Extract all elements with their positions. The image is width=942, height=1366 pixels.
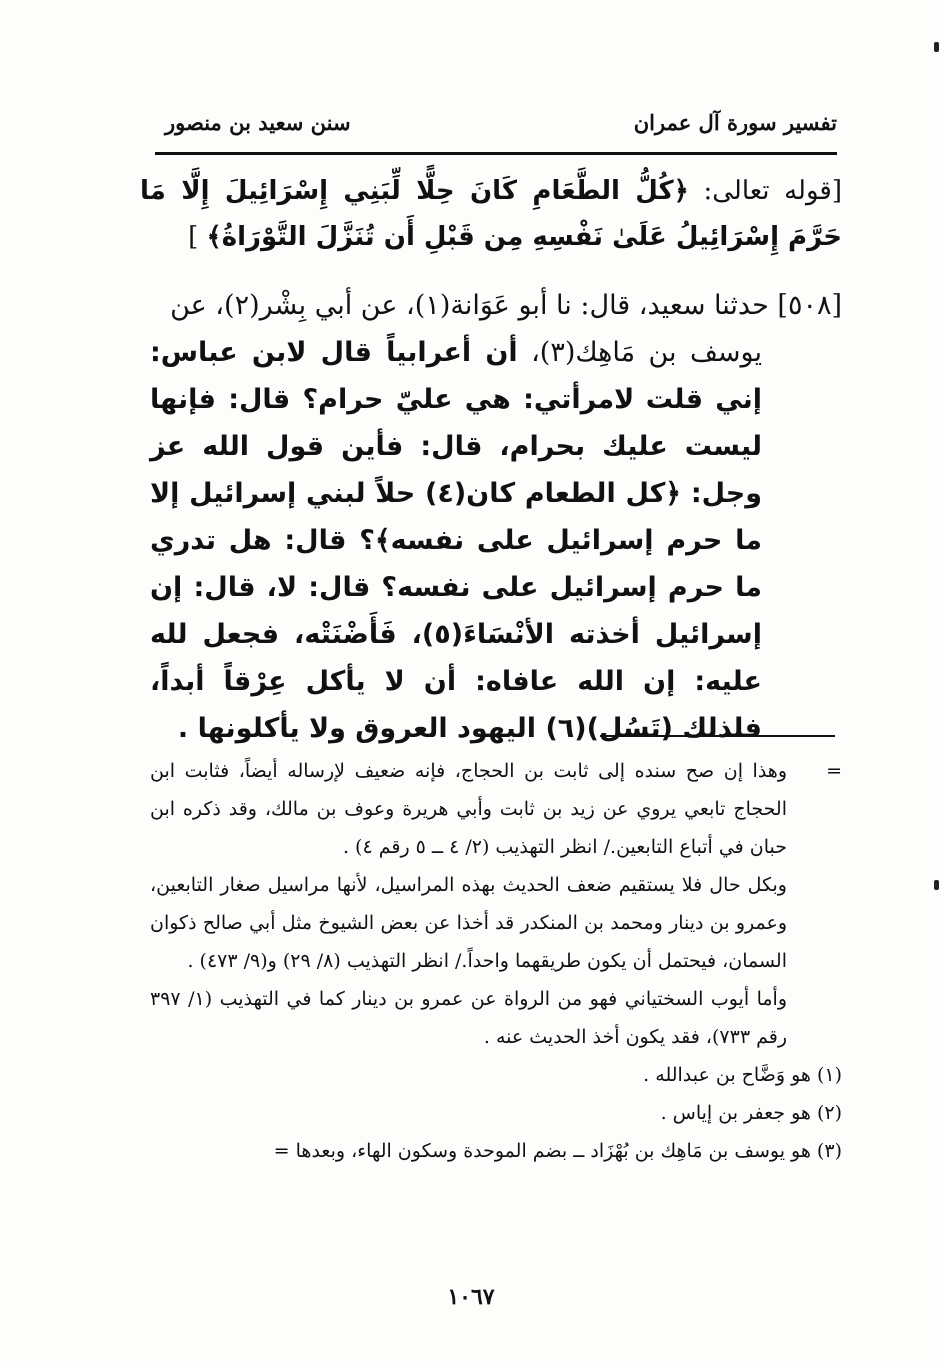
hadith-matn-start: أن أعرابياً قال لابن عباس: إني قلت: [150, 337, 762, 415]
footnote-paragraph: وبكل حال فلا يستقيم ضعف الحديث بهذه المراسيل، لأنها مراسيل صغار التابعين، وعمرو بن دينار ومحمد بن المنكدر قد أخذا عن بعض الشيوخ مثل أبي صالح ذكوان السمان، فيحتمل أن يكون طريقهما واحداً./ انظر التهذيب (٨/ ٢٩) و(٩/ ٤٧٣) .: [150, 874, 787, 972]
footnote-1: (١) هو وَضَّاح بن عبدالله .: [643, 1064, 842, 1086]
hadith-body: [150, 329, 762, 752]
scan-speck: [934, 42, 939, 52]
continuation-mark: =: [826, 760, 842, 782]
footnote-2: (٢) هو جعفر بن إياس .: [660, 1102, 842, 1124]
header-rule: [155, 152, 837, 155]
scan-speck: [934, 880, 939, 890]
hadith-text: [150, 282, 842, 752]
footnotes: [150, 752, 842, 1170]
hadith-number: [٥٠٨]: [777, 290, 842, 321]
verse-prefix: [قوله تعالى:: [688, 176, 842, 206]
hadith-isnad-line2: يوسف بن مَاهِك(٣)،: [517, 337, 762, 368]
hadith-matn: لامرأتي: هي عليّ حرام؟ قال: فإنها ليست عليك بحرام، قال: فأين قول الله عز وجل: ﴿كل الطعام كان(٤) حلاً لبني إسرائيل إلا ما حرم إسرائيل على نفسه﴾؟ قال: هل تدري ما حرم إسرائيل على نفسه؟ قال: لا، قال: إن إسرائيل أخذته الأنْسَاءَ(٥)، فَأَضْنَتْه، فجعل لله عليه: إن الله عافاه: أن لا يأكل عِرْقاً أبداً، فلذلك (تَسُل)(٦) اليهود العروق ولا يأكلونها .: [150, 384, 763, 744]
book-title: سنن سعيد بن منصور: [165, 110, 351, 135]
verse-heading: [140, 168, 842, 260]
footnote-3: (٣) هو يوسف بن مَاهِك بن بُهْزَاد ــ بضم الموحدة وسكون الهاء، وبعدها =: [273, 1140, 842, 1162]
running-header: [155, 110, 837, 146]
quran-verse: ﴿كُلُّ الطَّعَامِ كَانَ حِلًّا لِّبَنِي إِسْرَائِيلَ إِلَّا مَا حَرَّمَ إِسْرَائِيلُ عَلَىٰ نَفْسِهِ مِن قَبْلِ أَن تُنَزَّلَ التَّوْرَاةُ﴾: [140, 176, 842, 252]
footnote-paragraph: وأما أيوب السختياني فهو من الرواة عن عمرو بن دينار كما في التهذيب (١/ ٣٩٧ رقم ٧٣٣)، فقد يكون أخذ الحديث عنه .: [150, 988, 787, 1048]
hadith-isnad-line1: حدثنا سعيد، قال: نا أبو عَوَانة(١)، عن أبي بِشْر(٢)، عن: [170, 290, 769, 321]
chapter-title: تفسير سورة آل عمران: [633, 110, 837, 135]
footnote-paragraph: وهذا إن صح سنده إلى ثابت بن الحجاج، فإنه ضعيف لإرساله أيضاً، فثابت ابن الحجاج تابعي يروي عن زيد بن ثابت وأبي هريرة وعوف بن مالك، وقد ذكره ابن حبان في أتباع التابعين./ انظر التهذيب (٢/ ٤ ــ ٥ رقم ٤) .: [150, 760, 787, 858]
footnote-rule: [600, 735, 835, 737]
verse-suffix: ]: [188, 222, 207, 252]
footnote-continuation: [150, 752, 842, 1056]
page-number: ١٠٦٧: [447, 1284, 495, 1310]
